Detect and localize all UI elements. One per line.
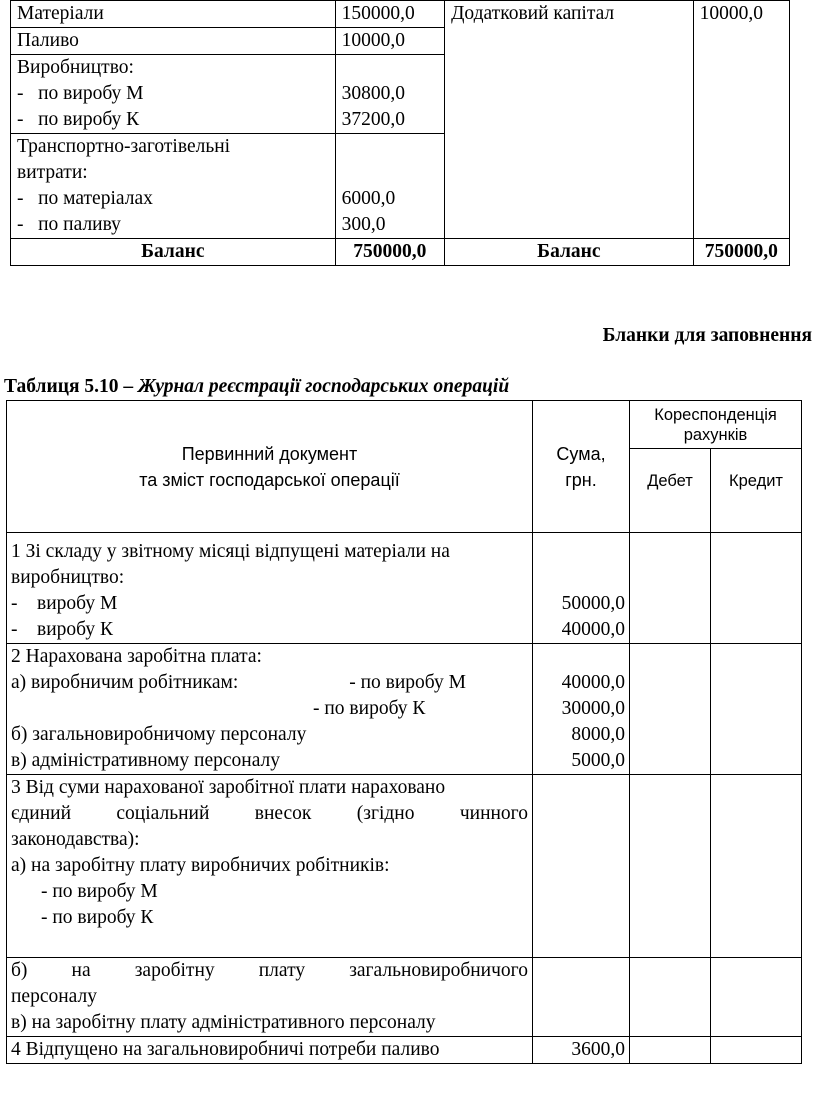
op4-debit[interactable] bbox=[630, 1037, 711, 1064]
op3-line2: єдиний соціальний внесок (згідно чинного bbox=[11, 803, 528, 824]
transport-item-materials: - по матеріалах bbox=[17, 188, 153, 209]
op3-a: а) на заробітну плату виробничих робітників: bbox=[11, 855, 390, 876]
op2-debit[interactable] bbox=[630, 644, 711, 775]
op1-line1: 1 Зі складу у звітному місяці відпущені матеріали на bbox=[11, 541, 450, 562]
op1-sum-m: 50000,0 bbox=[561, 593, 626, 614]
balance-value-fuel: 10000,0 bbox=[335, 28, 445, 55]
op3b-sum bbox=[532, 958, 629, 1037]
op2-a-item1: - по виробу М bbox=[349, 672, 466, 693]
op3-a1: - по виробу М bbox=[41, 881, 158, 902]
table-row bbox=[7, 644, 802, 775]
balance-table bbox=[10, 0, 790, 266]
balance-production-values bbox=[335, 55, 445, 134]
balance-transport-values bbox=[335, 134, 445, 239]
forms-heading: Бланки для заповнення bbox=[602, 325, 812, 346]
balance-right-value: 10000,0 bbox=[693, 1, 789, 239]
balance-total-label-right: Баланс bbox=[445, 239, 694, 266]
op2-a-label: а) виробничим робітникам: bbox=[11, 672, 239, 693]
op1-text bbox=[7, 533, 533, 644]
op3b-debit[interactable] bbox=[630, 958, 711, 1037]
op3-b2: персоналу bbox=[11, 986, 97, 1007]
balance-right-label: Додатковий капітал bbox=[445, 1, 694, 239]
production-value-m: 30800,0 bbox=[341, 83, 405, 104]
op3-a2: - по виробу К bbox=[41, 907, 154, 928]
op4-sum: 3600,0 bbox=[532, 1037, 629, 1064]
transport-value-fuel: 300,0 bbox=[341, 214, 386, 235]
header-credit: Кредит bbox=[710, 449, 801, 533]
balance-total-value-left: 750000,0 bbox=[335, 239, 445, 266]
op2-line1: 2 Нарахована заробітна плата: bbox=[11, 646, 262, 667]
table-row bbox=[7, 1037, 802, 1064]
op1-item-m: - виробу М bbox=[11, 593, 118, 614]
op4-text: 4 Відпущено на загальновиробничі потреби паливо bbox=[7, 1037, 533, 1064]
table-row bbox=[7, 775, 802, 958]
header-correspondence bbox=[630, 401, 802, 449]
header-doc-line1: Первинний документ bbox=[181, 443, 358, 464]
op2-sum3: 8000,0 bbox=[571, 724, 626, 745]
journal-table bbox=[6, 400, 802, 1064]
header-sum-line2: грн. bbox=[565, 469, 597, 490]
op2-sum4: 5000,0 bbox=[571, 750, 626, 771]
op1-line2: виробництво: bbox=[11, 567, 125, 588]
transport-label-2: витрати: bbox=[17, 162, 88, 183]
table-row bbox=[7, 958, 802, 1037]
balance-label-materials: Матеріали bbox=[11, 1, 336, 28]
production-value-k: 37200,0 bbox=[341, 109, 405, 130]
op2-text bbox=[7, 644, 533, 775]
op3-credit[interactable] bbox=[710, 775, 801, 958]
op2-sum1: 40000,0 bbox=[561, 672, 626, 693]
op2-sums bbox=[532, 644, 629, 775]
op1-debit[interactable] bbox=[630, 533, 711, 644]
op2-a-row bbox=[11, 670, 528, 696]
balance-production-cell bbox=[11, 55, 336, 134]
header-document bbox=[7, 401, 533, 533]
op2-b: б) загальновиробничому персоналу bbox=[11, 724, 307, 745]
production-item-k: - по виробу К bbox=[17, 109, 140, 130]
balance-total-label-left: Баланс bbox=[11, 239, 336, 266]
header-debit: Дебет bbox=[630, 449, 711, 533]
transport-value-materials: 6000,0 bbox=[341, 188, 396, 209]
op3-debit[interactable] bbox=[630, 775, 711, 958]
op4-credit[interactable] bbox=[710, 1037, 801, 1064]
transport-label-1: Транспортно-заготівельні bbox=[17, 136, 231, 157]
op3-sum bbox=[532, 775, 629, 958]
header-doc-line2: та зміст господарської операції bbox=[139, 469, 400, 490]
header-corr-line2: рахунків bbox=[683, 425, 748, 444]
op2-credit[interactable] bbox=[710, 644, 801, 775]
balance-transport-cell bbox=[11, 134, 336, 239]
op1-sum-k: 40000,0 bbox=[561, 619, 626, 640]
op3-c: в) на заробітну плату адміністративного персоналу bbox=[11, 1012, 436, 1033]
balance-label-fuel: Паливо bbox=[11, 28, 336, 55]
op1-credit[interactable] bbox=[710, 533, 801, 644]
op3-line3: законодавства): bbox=[11, 829, 140, 850]
op1-item-k: - виробу К bbox=[11, 619, 113, 640]
table-title bbox=[4, 376, 509, 398]
production-label: Виробництво: bbox=[17, 57, 134, 78]
production-item-m: - по виробу М bbox=[17, 83, 144, 104]
header-sum-line1: Сума, bbox=[556, 443, 606, 464]
op2-c: в) адміністративному персоналу bbox=[11, 750, 281, 771]
header-sum bbox=[532, 401, 629, 533]
op2-a-item2: - по виробу К bbox=[313, 698, 426, 719]
op1-sums bbox=[532, 533, 629, 644]
op3-line1: 3 Від суми нарахованої заробітної плати нараховано bbox=[11, 777, 446, 798]
table-title-prefix: Таблиця 5.10 – bbox=[4, 376, 138, 397]
op2-sum2: 30000,0 bbox=[561, 698, 626, 719]
table-row bbox=[7, 533, 802, 644]
op3b-credit[interactable] bbox=[710, 958, 801, 1037]
balance-value-materials: 150000,0 bbox=[335, 1, 445, 28]
transport-item-fuel: - по паливу bbox=[17, 214, 121, 235]
table-title-name: Журнал реєстрації господарських операцій bbox=[138, 376, 510, 397]
op3-b1: б) на заробітну плату загальновиробничого bbox=[11, 960, 528, 981]
op3-text bbox=[7, 775, 533, 958]
balance-total-value-right: 750000,0 bbox=[693, 239, 789, 266]
op3b-text bbox=[7, 958, 533, 1037]
header-corr-line1: Кореспонденція bbox=[654, 405, 777, 424]
